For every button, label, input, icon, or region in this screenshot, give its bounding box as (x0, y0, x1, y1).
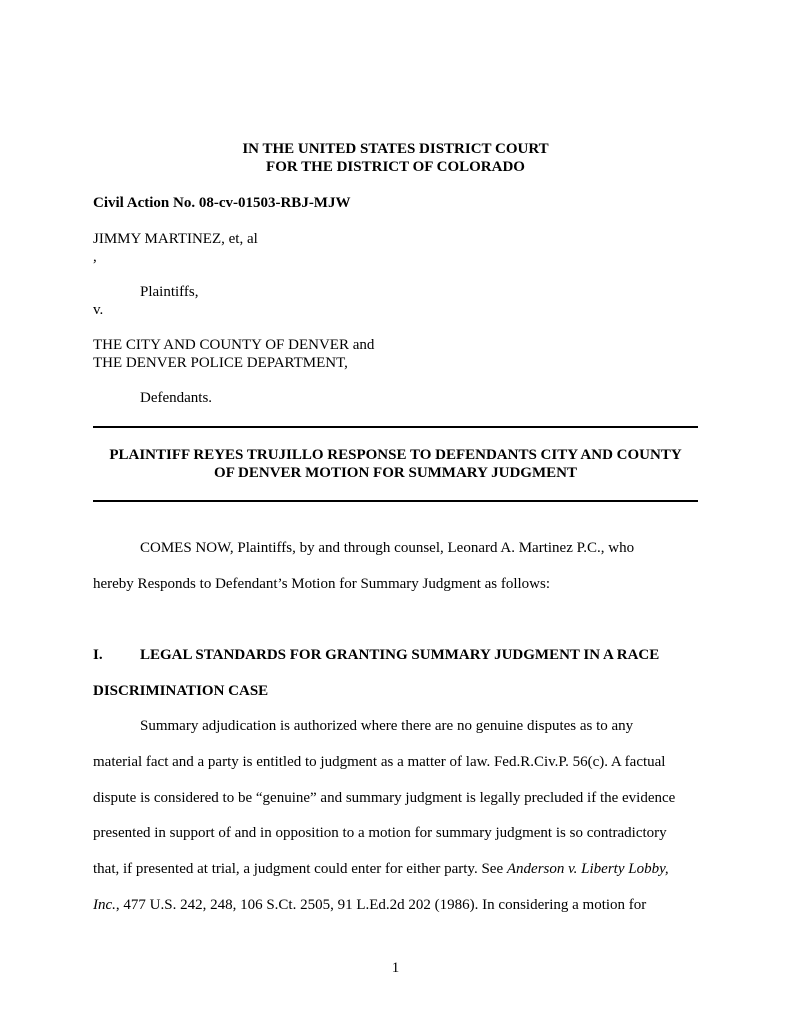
versus: v. (93, 302, 104, 318)
defendant-role: Defendants. (140, 390, 213, 406)
court-name-line2: FOR THE DISTRICT OF COLORADO (266, 159, 525, 175)
body-line6-text: , 477 U.S. 242, 248, 106 S.Ct. 2505, 91 L.Ed.2d 202 (1986). In considering a motion for (115, 897, 647, 913)
intro-line1: COMES NOW, Plaintiffs, by and through counsel, Leonard A. Martinez P.C., who (140, 540, 635, 556)
section-heading-line1: LEGAL STANDARDS FOR GRANTING SUMMARY JUDGMENT IN A RACE (140, 647, 660, 663)
body-line1: Summary adjudication is authorized where there are no genuine disputes as to any (140, 718, 634, 734)
case-citation-name: Anderson v. Liberty Lobby, (506, 861, 669, 877)
document-title-line2: OF DENVER MOTION FOR SUMMARY JUDGMENT (214, 465, 577, 481)
section-number: I. (93, 647, 103, 663)
plaintiff-name: JIMMY MARTINEZ, et, al (93, 231, 258, 247)
plaintiff-role: Plaintiffs, (140, 284, 199, 300)
document-title-line1: PLAINTIFF REYES TRUJILLO RESPONSE TO DEFENDANTS CITY AND COUNTY (109, 447, 682, 463)
body-line3: dispute is considered to be “genuine” and summary judgment is legally precluded if the evidence (93, 790, 676, 806)
body-line5 (93, 861, 669, 878)
court-name-line1: IN THE UNITED STATES DISTRICT COURT (242, 141, 549, 157)
page-number: 1 (391, 960, 400, 976)
body-line5-text: that, if presented at trial, a judgment could enter for either party. See (93, 861, 507, 877)
case-citation-inc: Inc. (93, 897, 116, 913)
intro-line2: hereby Responds to Defendant’s Motion for Summary Judgment as follows: (93, 576, 551, 592)
title-top-rule (93, 426, 698, 428)
case-number: Civil Action No. 08-cv-01503-RBJ-MJW (93, 195, 351, 211)
defendant-line1: THE CITY AND COUNTY OF DENVER and (93, 337, 375, 353)
body-line4: presented in support of and in opposition to a motion for summary judgment is so contradictory (93, 825, 667, 841)
title-bottom-rule (93, 500, 698, 502)
body-line2: material fact and a party is entitled to judgment as a matter of law. Fed.R.Civ.P. 56(c). A factual (93, 754, 666, 770)
stray-comma: , (93, 249, 97, 265)
section-heading-line2: DISCRIMINATION CASE (93, 683, 269, 699)
defendant-line2: THE DENVER POLICE DEPARTMENT, (93, 355, 348, 371)
body-line6 (93, 897, 646, 914)
